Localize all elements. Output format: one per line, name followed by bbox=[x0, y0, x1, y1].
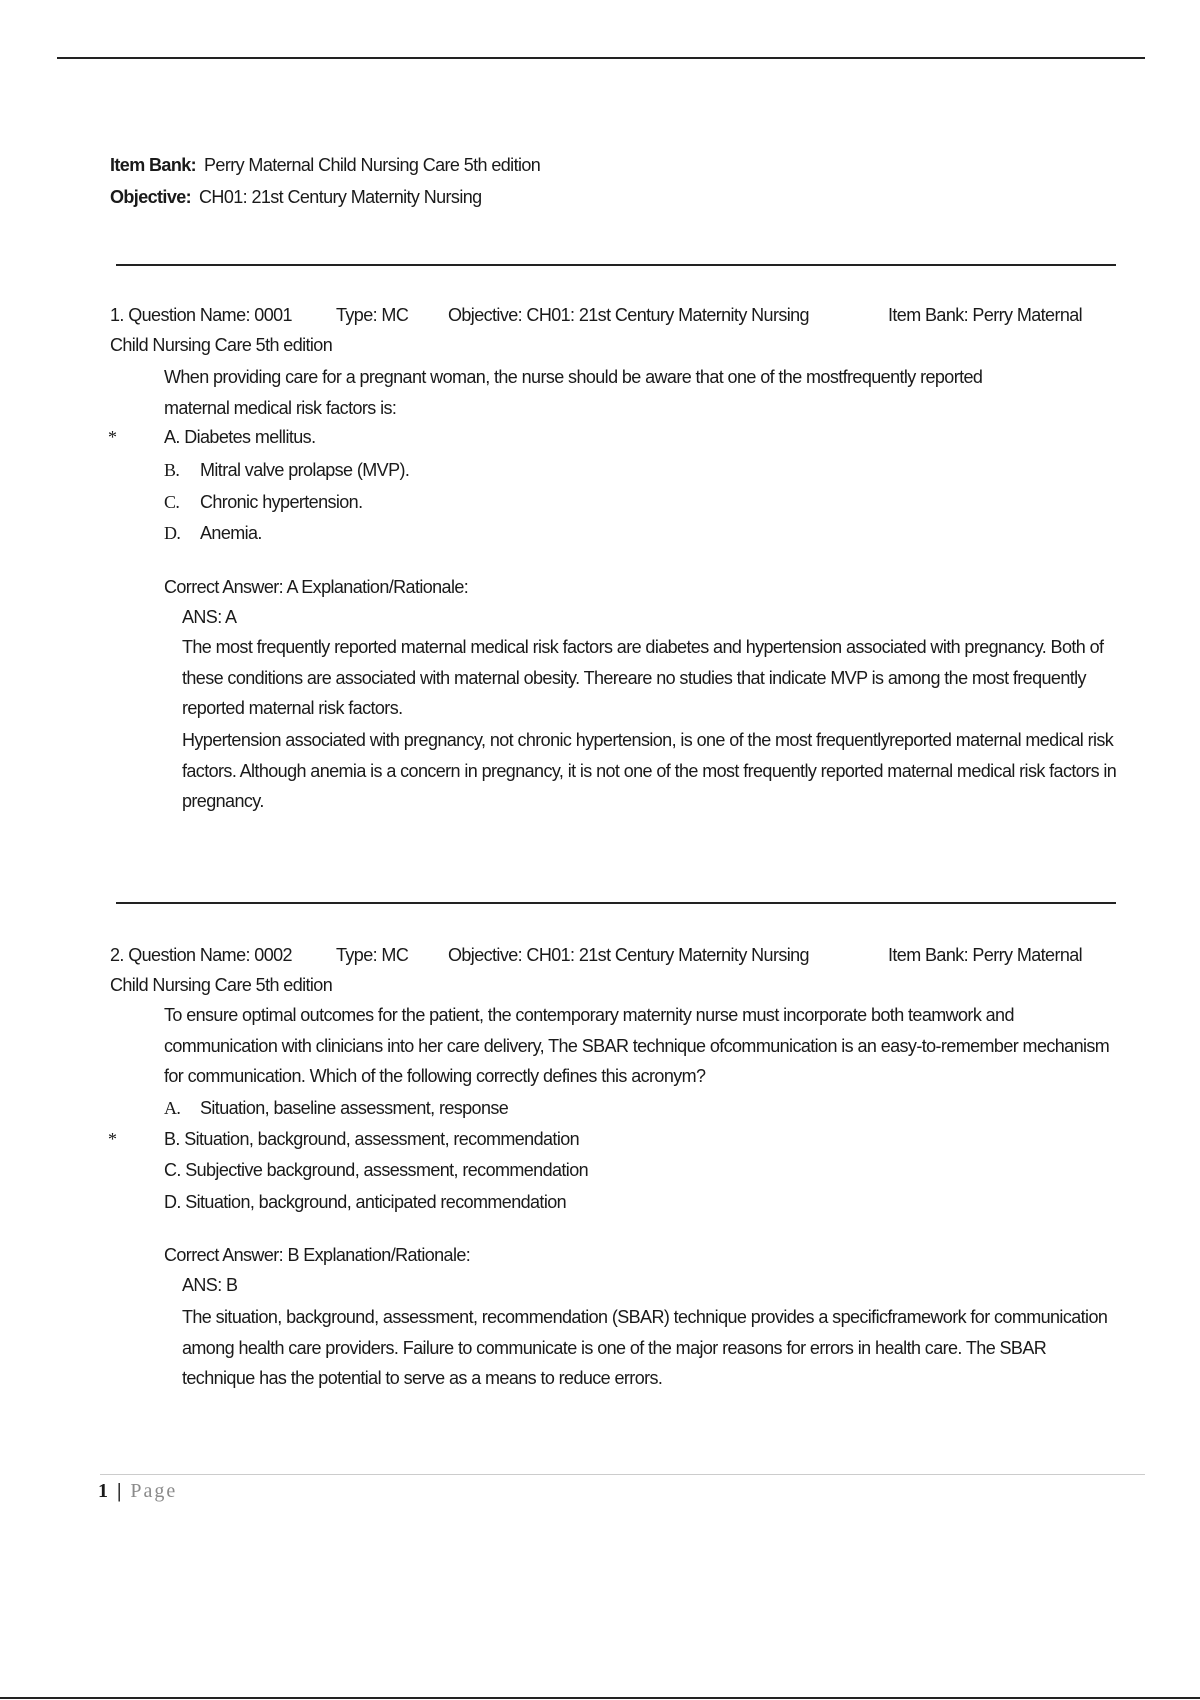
option-c: C. Subjective background, assessment, recommendation bbox=[164, 1160, 589, 1180]
question-2-stem: To ensure optimal outcomes for the patient, the contemporary maternity nurse must incorporate both teamwork and communication with clinicians into her care delivery, The SBAR technique ofcommunication is an easy-to-remember mechanism for communication. Which of the following correctly defines this acronym? bbox=[164, 1005, 1110, 1086]
rationale-paragraph: Hypertension associated with pregnancy, not chronic hypertension, is one of the most frequentlyreported maternal medical risk factors. Although anemia is a concern in pregnancy, it is not one of the most frequently reported maternal medical risk factors in pregnancy. bbox=[182, 730, 1117, 811]
footer-rule bbox=[100, 1474, 1145, 1475]
correct-marker: * bbox=[108, 1129, 117, 1149]
option-c: C. Chronic hypertension. bbox=[164, 492, 363, 512]
top-rule bbox=[57, 57, 1145, 59]
objective-label: Objective: bbox=[110, 187, 192, 207]
question-type: Type: MC bbox=[336, 305, 409, 325]
question-type: Type: MC bbox=[336, 945, 409, 965]
footer-separator: | bbox=[117, 1480, 124, 1502]
item-bank-value: Perry Maternal Child Nursing Care 5th edition bbox=[204, 155, 541, 175]
option-d: D. Situation, background, anticipated recommendation bbox=[164, 1192, 567, 1212]
page-label: Page bbox=[130, 1480, 178, 1502]
correct-marker: * bbox=[108, 427, 117, 447]
question-objective: Objective: CH01: 21st Century Maternity Nursing bbox=[448, 305, 809, 325]
objective-value: CH01: 21st Century Maternity Nursing bbox=[199, 187, 482, 207]
page-number: 1 bbox=[98, 1480, 110, 1502]
option-a: A. Diabetes mellitus. bbox=[164, 427, 316, 447]
bottom-rule bbox=[0, 1697, 1200, 1699]
rationale-paragraph: The most frequently reported maternal medical risk factors are diabetes and hypertension associated with pregnancy. Both of these conditions are associated with maternal obesity. Thereare no studies that indicate MVP is among the most frequently reported maternal risk factors. bbox=[182, 637, 1104, 718]
question-item-bank-cont: Child Nursing Care 5th edition bbox=[110, 975, 333, 995]
option-d: D. Anemia. bbox=[164, 523, 262, 543]
question-item-bank: Item Bank: Perry Maternal bbox=[888, 945, 1083, 965]
question-item-bank: Item Bank: Perry Maternal bbox=[888, 305, 1083, 325]
correct-answer: Correct Answer: A Explanation/Rationale: bbox=[164, 577, 469, 597]
option-b: B. Situation, background, assessment, recommendation bbox=[164, 1129, 580, 1149]
rationale-paragraph: The situation, background, assessment, recommendation (SBAR) technique provides a specificframework for communication among health care providers. Failure to communicate is one of the major reasons for errors in health care. The SBAR technique has the potential to serve as a means to reduce errors. bbox=[182, 1307, 1108, 1388]
correct-answer: Correct Answer: B Explanation/Rationale: bbox=[164, 1245, 471, 1265]
question-1-stem: When providing care for a pregnant woman, the nurse should be aware that one of the mostfrequently reported maternal medical risk factors is: bbox=[164, 367, 983, 418]
answer-key: ANS: A bbox=[182, 607, 237, 627]
question-number: 2. Question Name: 0002 bbox=[110, 945, 292, 965]
answer-key: ANS: B bbox=[182, 1275, 238, 1295]
item-bank-header bbox=[110, 150, 540, 180]
option-b: B. Mitral valve prolapse (MVP). bbox=[164, 460, 410, 480]
option-a: A. Situation, baseline assessment, response bbox=[164, 1098, 509, 1118]
question-number: 1. Question Name: 0001 bbox=[110, 305, 292, 325]
question-item-bank-cont: Child Nursing Care 5th edition bbox=[110, 335, 333, 355]
section-divider bbox=[116, 264, 1116, 266]
item-bank-label: Item Bank: bbox=[110, 155, 197, 175]
objective-header bbox=[110, 182, 482, 212]
section-divider bbox=[116, 902, 1116, 904]
page-footer bbox=[98, 1476, 177, 1506]
question-objective: Objective: CH01: 21st Century Maternity Nursing bbox=[448, 945, 809, 965]
